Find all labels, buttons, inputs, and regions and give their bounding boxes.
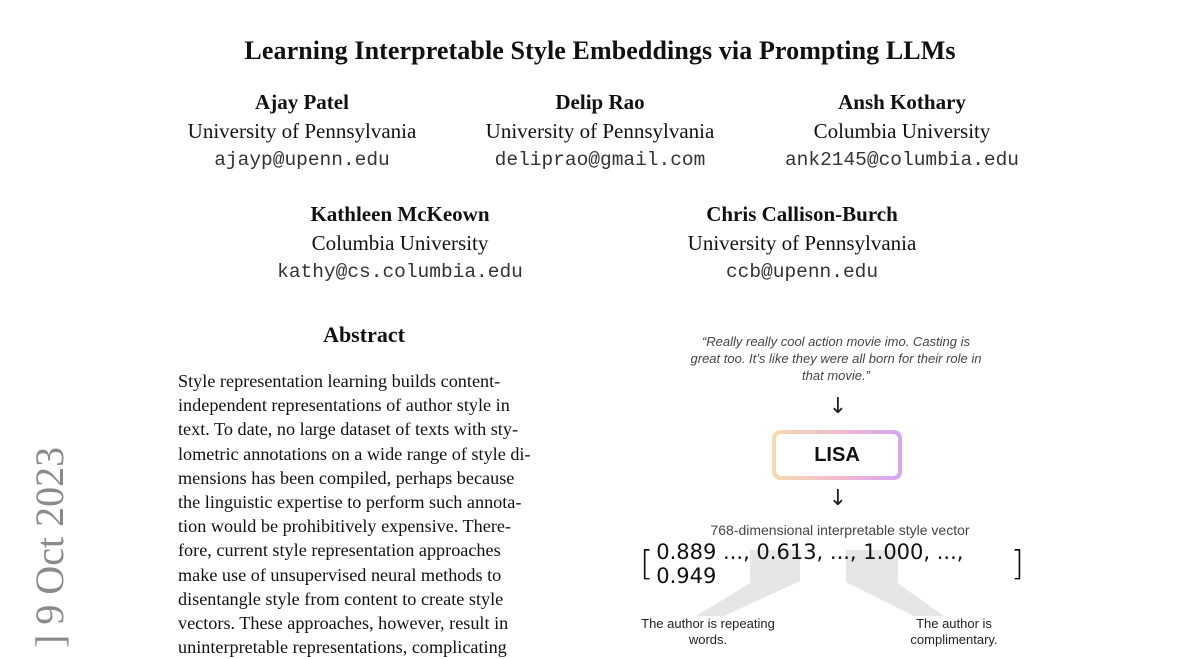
figure-input-quote: “Really really cool action movie imo. Casting is great too. It’s like they were all born for their role in that movie.” [690,334,982,384]
author-email: ajayp@upenn.edu [214,149,390,171]
right-bracket-icon: ] [1010,544,1024,584]
dimension-label-right: The author is complimentary. [910,616,998,647]
arxiv-side-stamp: ] 9 Oct 2023 [27,446,72,648]
author-affiliation: Columbia University [813,119,991,143]
style-vector [640,540,1024,588]
style-vector-values: 0.889 ..., 0.613, ..., 1.000, ..., 0.949 [656,540,964,588]
abstract-line: tion would be prohibitively expensive. There- [178,516,512,537]
abstract-line: lometric annotations on a wide range of style di- [178,443,531,464]
author-affiliation: University of Pennsylvania [687,231,917,255]
abstract-line: Style representation learning builds content- [178,371,501,391]
vector-caption: 768-dimensional interpretable style vector [710,522,970,538]
author-name: Ansh Kothary [838,90,966,114]
abstract-line: vectors. These approaches, however, result in [178,613,509,634]
abstract-line: the linguistic expertise to perform such annota- [178,492,522,513]
author-name: Delip Rao [555,90,645,114]
lisa-model-label: LISA [776,434,898,476]
author-name: Ajay Patel [255,90,349,114]
author-email: kathy@cs.columbia.edu [277,261,523,283]
left-bracket-icon: [ [640,544,654,584]
abstract-line: make use of unsupervised neural methods to [178,564,502,585]
paper-title: Learning Interpretable Style Embeddings via Prompting LLMs [244,36,956,65]
author-name: Kathleen McKeown [310,202,490,226]
author-name: Chris Callison-Burch [706,202,898,226]
author-affiliation: Columbia University [311,231,489,255]
abstract-line: independent representations of author style in [178,395,510,416]
author-email: ank2145@columbia.edu [784,149,1020,171]
abstract-line: disentangle style from content to create style [178,588,504,609]
author-email: ccb@upenn.edu [725,261,879,283]
author-affiliation: University of Pennsylvania [485,119,715,143]
down-arrow-icon: ↓ [828,394,848,419]
abstract-line: fore, current style representation approaches [178,540,501,561]
abstract-line: uninterpretable representations, complicating [178,637,507,658]
abstract-line: mensions has been compiled, perhaps because [178,467,515,488]
abstract-heading: Abstract [323,322,405,347]
dimension-label-left: The author is repeating words. [641,616,775,647]
down-arrow-icon: ↓ [828,486,848,511]
abstract-line: text. To date, no large dataset of texts with sty- [178,419,519,440]
author-email: deliprao@gmail.com [494,149,706,171]
author-affiliation: University of Pennsylvania [187,119,417,143]
lisa-model-box [772,430,902,480]
